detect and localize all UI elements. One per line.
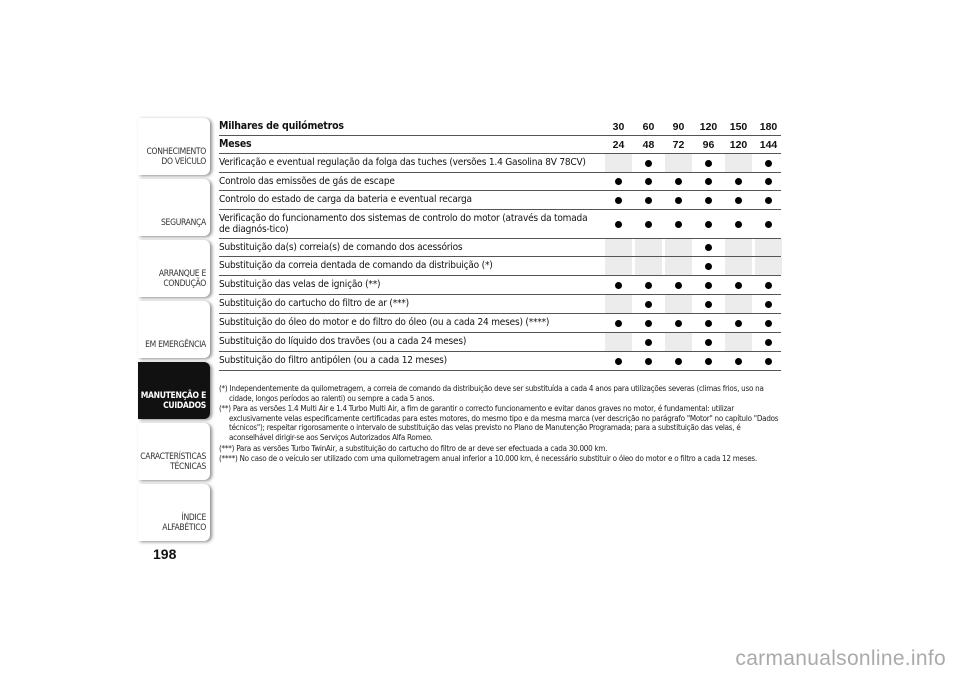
row-label: Meses (219, 137, 252, 150)
bullet-icon (615, 282, 622, 289)
chapter-tab-2[interactable] (138, 179, 210, 236)
bullet-icon (615, 320, 622, 327)
maintenance-table (219, 118, 781, 371)
check-cell (665, 352, 692, 370)
check-cell (635, 295, 662, 313)
check-cell (695, 257, 722, 275)
header-value: 96 (702, 138, 715, 151)
bullet-icon (705, 244, 712, 251)
chapter-tab-label: CONHECIMENTO DO VEÍCULO (146, 147, 206, 167)
header-value: 180 (759, 120, 778, 133)
bullet-icon (645, 197, 652, 204)
table-row (219, 191, 781, 210)
bullet-icon (675, 282, 682, 289)
bullet-icon (705, 263, 712, 270)
bullet-icon (765, 358, 772, 365)
header-value: 90 (672, 120, 685, 133)
check-cell (695, 314, 722, 332)
check-cell (695, 173, 722, 190)
footnote: (***) Para as versões Turbo TwinAir, a substituição do cartucho do filtro de ar deve ser efectuada a cada 30.000 km. (219, 443, 608, 453)
bullet-icon (765, 301, 772, 308)
bullet-icon (765, 320, 772, 327)
chapter-sidebar (138, 118, 210, 545)
check-cell (695, 276, 722, 294)
chapter-tab-label: MANUTENÇÃO E CUIDADOS (140, 391, 206, 411)
table-row (219, 276, 781, 295)
empty-cell (755, 239, 782, 256)
check-cell (695, 352, 722, 370)
check-cell (725, 352, 752, 370)
empty-cell (665, 239, 692, 256)
table-row (219, 295, 781, 314)
check-cell (635, 314, 662, 332)
check-cell (635, 173, 662, 190)
check-cell (755, 314, 782, 332)
check-cell (695, 154, 722, 172)
chapter-tab-label: ÍNDICE ALFABÉTICO (162, 513, 206, 533)
bullet-icon (765, 160, 772, 167)
bullet-icon (675, 221, 682, 228)
check-cell (635, 210, 662, 238)
header-value: 72 (672, 138, 685, 151)
check-cell (755, 191, 782, 209)
empty-cell (635, 239, 662, 256)
check-cell (665, 210, 692, 238)
check-cell (605, 276, 632, 294)
empty-cell (605, 295, 632, 313)
bullet-icon (675, 178, 682, 185)
header-value: 120 (699, 120, 718, 133)
row-label: Verificação e eventual regulação da folga das tuches (versões 1.4 Gasolina 8V 78CV) (219, 157, 586, 168)
header-value: 24 (612, 138, 625, 151)
table-row (219, 210, 781, 239)
bullet-icon (765, 178, 772, 185)
header-value: 144 (759, 138, 778, 151)
bullet-icon (645, 339, 652, 346)
bullet-icon (705, 160, 712, 167)
bullet-icon (705, 320, 712, 327)
row-label: Controlo das emissões de gás de escape (219, 175, 395, 187)
check-cell (635, 154, 662, 172)
check-cell (635, 191, 662, 209)
header-value: 60 (642, 120, 655, 133)
empty-cell (725, 333, 752, 351)
check-cell (635, 333, 662, 351)
check-cell (725, 276, 752, 294)
bullet-icon (645, 358, 652, 365)
footnote: (*) Independentemente da quilometragem, a correia de comando da distribuição deve ser substituída a cada 4 anos para utilizações severas (climas frios, uso na cidade, longos períodos ao ralenti) ou sempre a cada 5 anos. (219, 384, 764, 403)
empty-cell (605, 154, 632, 172)
check-cell (695, 191, 722, 209)
row-label: Substituição do filtro antipólen (ou a cada 12 meses) (219, 355, 447, 366)
check-cell (755, 352, 782, 370)
chapter-tab-label: ARRANQUE E CONDUÇÃO (158, 269, 206, 289)
bullet-icon (735, 197, 742, 204)
bullet-icon (645, 320, 652, 327)
row-label: Substituição do cartucho do filtro de ar (***) (219, 298, 409, 309)
check-cell (605, 352, 632, 370)
page-number: 198 (153, 546, 177, 562)
empty-cell (605, 257, 632, 275)
bullet-icon (705, 301, 712, 308)
table-header-row (219, 118, 781, 136)
chapter-tab-label: SEGURANÇA (160, 218, 206, 228)
table-row (219, 333, 781, 352)
empty-cell (665, 295, 692, 313)
bullet-icon (645, 221, 652, 228)
footnotes (219, 384, 779, 465)
empty-cell (665, 257, 692, 275)
bullet-icon (765, 339, 772, 346)
row-label: Verificação do funcionamento dos sistemas de controlo do motor (através da tomada de diagnós-tico) (219, 213, 588, 235)
empty-cell (605, 239, 632, 256)
check-cell (635, 352, 662, 370)
empty-cell (725, 154, 752, 172)
check-cell (605, 314, 632, 332)
check-cell (755, 333, 782, 351)
row-label: Substituição das velas de ignição (**) (219, 279, 381, 290)
bullet-icon (675, 197, 682, 204)
row-label: Substituição do óleo do motor e do filtro do óleo (ou a cada 24 meses) (****) (219, 317, 550, 328)
bullet-icon (675, 320, 682, 327)
empty-cell (725, 257, 752, 275)
bullet-icon (705, 178, 712, 185)
bullet-icon (675, 358, 682, 365)
table-header-row (219, 136, 781, 154)
check-cell (665, 276, 692, 294)
bullet-icon (705, 358, 712, 365)
check-cell (605, 173, 632, 190)
bullet-icon (705, 339, 712, 346)
check-cell (755, 295, 782, 313)
watermark-text: carmanualsonline.info (735, 647, 946, 670)
header-value: 120 (729, 138, 748, 151)
chapter-tab-6[interactable] (138, 423, 210, 480)
chapter-tab-4[interactable] (138, 301, 210, 358)
row-label: Controlo do estado de carga da bateria e eventual recarga (219, 194, 472, 205)
check-cell (695, 295, 722, 313)
empty-cell (635, 257, 662, 275)
bullet-icon (735, 178, 742, 185)
check-cell (695, 210, 722, 238)
check-cell (725, 191, 752, 209)
row-label: Substituição da correia dentada de comando da distribuição (*) (219, 260, 493, 271)
table-row (219, 314, 781, 333)
bullet-icon (645, 160, 652, 167)
table-row (219, 239, 781, 257)
row-label: Substituição da(s) correia(s) de comando dos acessórios (219, 241, 463, 253)
bullet-icon (735, 282, 742, 289)
row-label: Substituição do líquido dos travões (ou a cada 24 meses) (219, 336, 467, 347)
bullet-icon (705, 197, 712, 204)
empty-cell (725, 239, 752, 256)
bullet-icon (645, 178, 652, 185)
chapter-tab-5[interactable] (138, 362, 210, 419)
bullet-icon (705, 221, 712, 228)
chapter-tab-1[interactable] (138, 118, 210, 175)
bullet-icon (645, 301, 652, 308)
check-cell (695, 239, 722, 256)
bullet-icon (765, 221, 772, 228)
table-row (219, 257, 781, 276)
row-label: Milhares de quilómetros (219, 119, 344, 132)
check-cell (725, 210, 752, 238)
chapter-tab-label: CARACTERÍSTICAS TÉCNICAS (140, 452, 206, 472)
footnote: (**) Para as versões 1.4 Multi Air e 1.4 Turbo Multi Air, a fim de garantir o correcto funcionamento e evitar danos graves no motor, é fundamental: utilizar exclusivamente velas especificamente certificadas para estes motores, do mesmo tipo e da mesma marca (ver descrição no parágrafo "Motor" no capítulo "Dados técnicos"); respeitar rigorosamente o intervalo de substituição das velas previsto no Plano de Manutenção Programada; para a substituição das velas, é aconselhável dirigir-se aos Serviços Autorizados Alfa Romeo. (219, 404, 779, 442)
check-cell (755, 173, 782, 190)
bullet-icon (615, 221, 622, 228)
header-value: 150 (729, 120, 748, 133)
check-cell (755, 210, 782, 238)
chapter-tab-3[interactable] (138, 240, 210, 297)
bullet-icon (735, 320, 742, 327)
table-row (219, 154, 781, 173)
empty-cell (755, 257, 782, 275)
empty-cell (725, 295, 752, 313)
check-cell (665, 173, 692, 190)
table-row (219, 352, 781, 371)
empty-cell (665, 333, 692, 351)
check-cell (755, 154, 782, 172)
bullet-icon (645, 282, 652, 289)
bullet-icon (735, 221, 742, 228)
check-cell (725, 314, 752, 332)
check-cell (725, 173, 752, 190)
table-row (219, 173, 781, 191)
bullet-icon (615, 197, 622, 204)
check-cell (665, 314, 692, 332)
empty-cell (665, 154, 692, 172)
bullet-icon (615, 178, 622, 185)
bullet-icon (765, 282, 772, 289)
bullet-icon (765, 197, 772, 204)
check-cell (695, 333, 722, 351)
footnote: (****) No caso de o veículo ser utilizado com uma quilometragem anual inferior a 10.000 km, é necessário substituir o óleo do motor e o filtro a cada 12 meses. (219, 454, 757, 464)
check-cell (665, 191, 692, 209)
empty-cell (605, 333, 632, 351)
check-cell (635, 276, 662, 294)
bullet-icon (735, 358, 742, 365)
check-cell (755, 276, 782, 294)
check-cell (605, 191, 632, 209)
chapter-tab-label: EM EMERGÊNCIA (145, 340, 206, 350)
header-value: 30 (612, 120, 625, 133)
chapter-tab-7[interactable] (138, 484, 210, 541)
check-cell (605, 210, 632, 238)
header-value: 48 (642, 138, 655, 151)
bullet-icon (705, 282, 712, 289)
bullet-icon (615, 358, 622, 365)
